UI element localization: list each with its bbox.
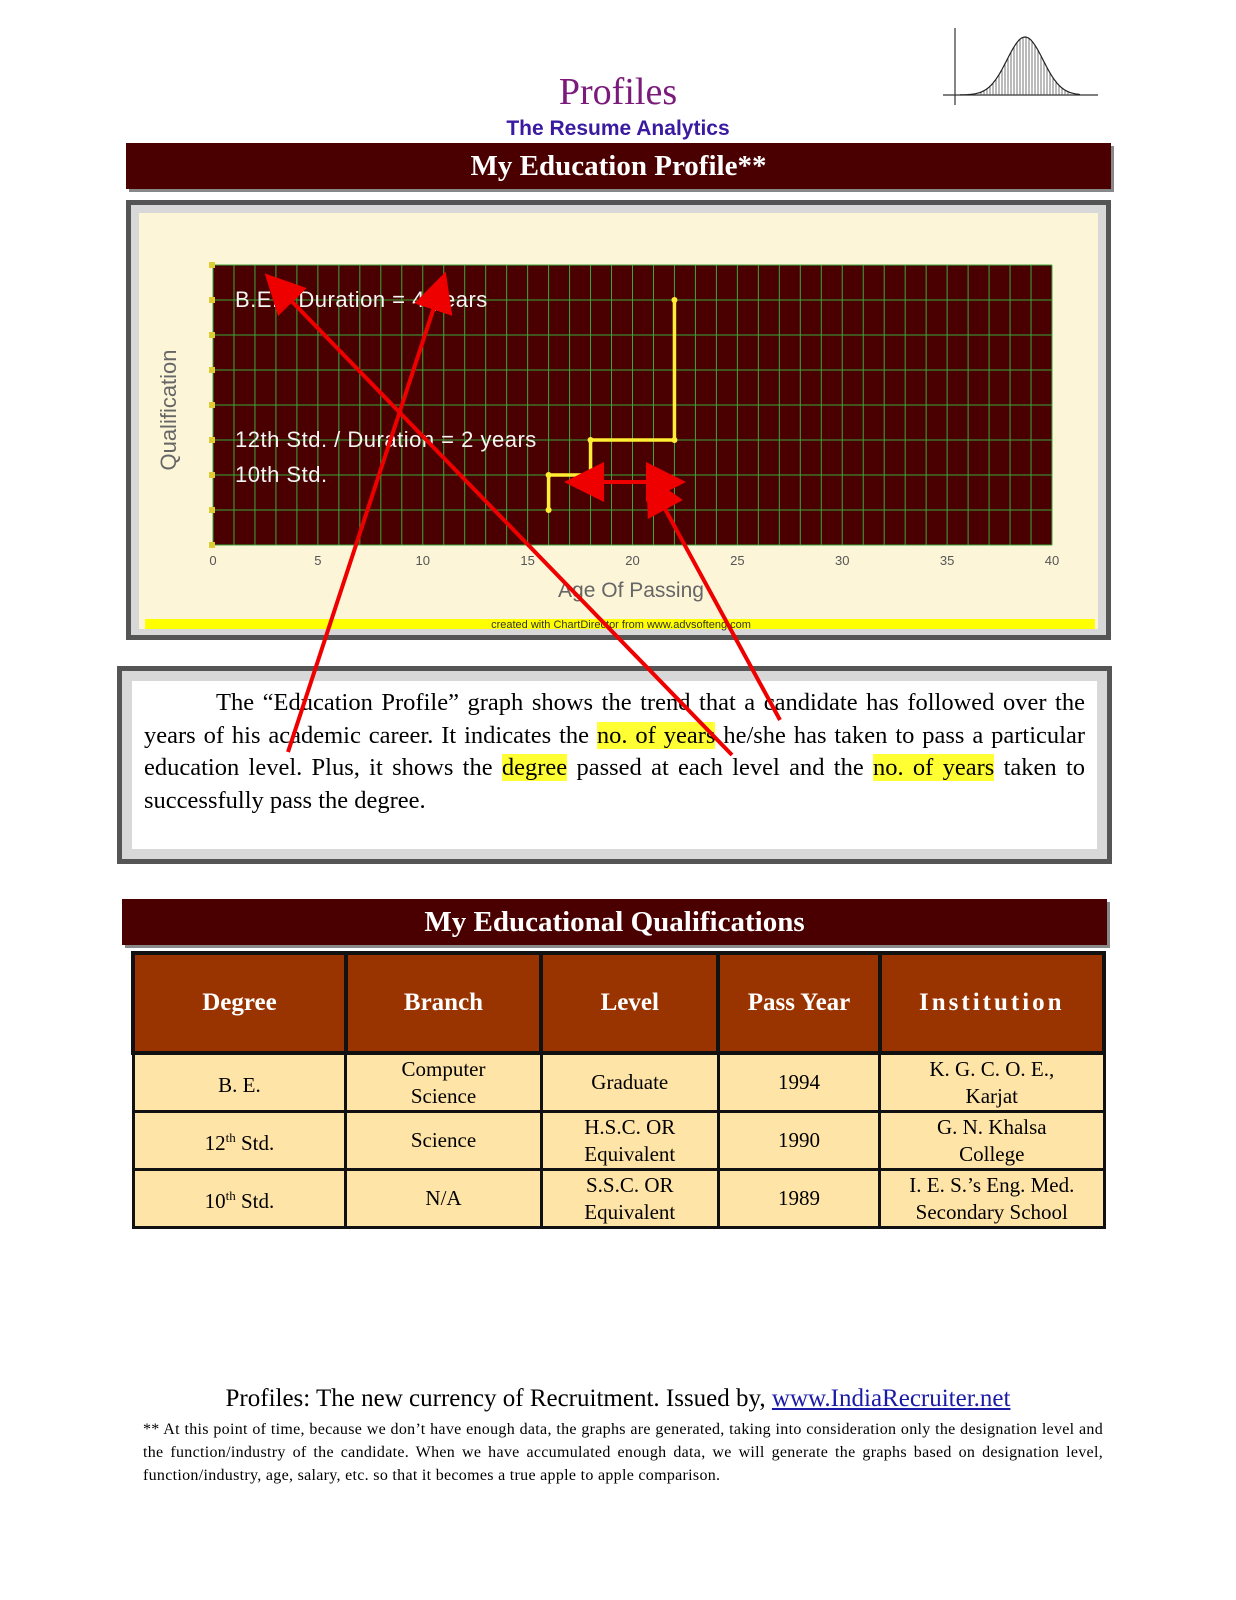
india-recruiter-link[interactable]: www.IndiaRecruiter.net: [771, 1385, 1011, 1412]
brand-tagline: The Resume Analytics: [506, 117, 730, 140]
y-axis-marker: [209, 332, 215, 338]
series-point: [671, 437, 677, 443]
cell-institution: G. N. Khalsa College: [880, 1112, 1104, 1170]
cell-pass-year: 1994: [718, 1053, 879, 1112]
x-tick-label: 0: [209, 553, 217, 568]
column-header-degree: Degree: [133, 953, 346, 1053]
y-axis-marker: [209, 262, 215, 268]
x-tick-label: 10: [415, 553, 430, 568]
cell-level: S.S.C. OR Equivalent: [541, 1170, 718, 1228]
column-header-branch: Branch: [346, 953, 541, 1053]
x-tick-label: 5: [314, 553, 322, 568]
x-tick-label: 30: [835, 553, 850, 568]
qualifications-banner: My Educational Qualifications: [122, 899, 1107, 945]
cell-degree: 12th Std.: [133, 1112, 346, 1170]
x-tick-label: 35: [939, 553, 955, 568]
cell-institution: K. G. C. O. E., Karjat: [880, 1053, 1104, 1112]
cell-branch: Computer Science: [346, 1053, 541, 1112]
chart-svg: [131, 205, 1106, 635]
level-label: 10th Std.: [235, 462, 328, 487]
x-tick-label: 40: [1044, 553, 1060, 568]
cell-institution: I. E. S.’s Eng. Med. Secondary School: [880, 1170, 1104, 1228]
series-point: [588, 437, 594, 443]
y-axis-marker: [209, 297, 215, 303]
education-profile-banner: My Education Profile**: [126, 143, 1111, 189]
chart-description-box: [117, 666, 1112, 864]
cell-degree: B. E.: [133, 1053, 346, 1112]
chart-description: The “Education Profile” graph shows the trend that a candidate has followed over the years of his academic career. It indicates the no. of years he/she has taken to pass a particular education level. Plus, it shows the degree passed at each level and the no. of years taken to successfully pass the degree.: [144, 689, 1086, 814]
highlight-no-of-years: no. of years: [596, 721, 716, 749]
y-axis-marker: [209, 542, 215, 548]
column-header-level: Level: [541, 953, 718, 1053]
series-point: [546, 507, 552, 513]
cell-branch: Science: [346, 1112, 541, 1170]
series-point: [546, 472, 552, 478]
y-axis-marker: [209, 367, 215, 373]
chart-credit: created with ChartDirector from www.advsofteng.com: [491, 619, 751, 631]
y-axis-marker: [209, 472, 215, 478]
y-axis-marker: [209, 507, 215, 513]
table-row: [133, 1053, 1104, 1112]
level-label: B.E. / Duration = 4 years: [235, 287, 488, 312]
highlight-no-of-years-2: no. of years: [873, 754, 995, 781]
column-header-institution: Institution: [880, 953, 1104, 1053]
x-tick-label: 20: [625, 553, 640, 568]
education-profile-chart: [126, 200, 1111, 640]
chart-x-axis-label: Age Of Passing: [558, 579, 704, 602]
brand-title: Profiles: [558, 71, 678, 113]
level-label: 12th Std. / Duration = 2 years: [235, 427, 537, 452]
y-axis-marker: [209, 402, 215, 408]
x-tick-label: 25: [730, 553, 745, 568]
table-row: [133, 1170, 1104, 1228]
footnote: ** At this point of time, because we don’t have enough data, the graphs are generated, taking into consideration only the designation level and the function/industry of the candidate. When we have accumulated enough data, we will generate the graphs based on designation level, function/industry, age, salary, etc. so that it becomes a true apple to apple comparison.: [143, 1421, 1103, 1484]
cell-level: Graduate: [541, 1053, 718, 1112]
series-point: [671, 297, 677, 303]
bell-curve-logo: [940, 25, 1105, 110]
table-row: [133, 1112, 1104, 1170]
chart-y-axis-label: Qualification: [156, 349, 181, 471]
cell-degree: 10th Std.: [133, 1170, 346, 1228]
footer-line: Profiles: The new currency of Recruitment. Issued by, www.IndiaRecruiter.net: [225, 1385, 1011, 1412]
cell-pass-year: 1990: [718, 1112, 879, 1170]
qualifications-table: [131, 951, 1106, 1229]
y-axis-marker: [209, 437, 215, 443]
cell-branch: N/A: [346, 1170, 541, 1228]
column-header-pass-year: Pass Year: [718, 953, 879, 1053]
cell-pass-year: 1989: [718, 1170, 879, 1228]
highlight-degree: degree: [501, 754, 568, 781]
table-header-row: [133, 953, 1104, 1053]
series-point: [588, 472, 594, 478]
x-tick-label: 15: [520, 553, 535, 568]
cell-level: H.S.C. OR Equivalent: [541, 1112, 718, 1170]
